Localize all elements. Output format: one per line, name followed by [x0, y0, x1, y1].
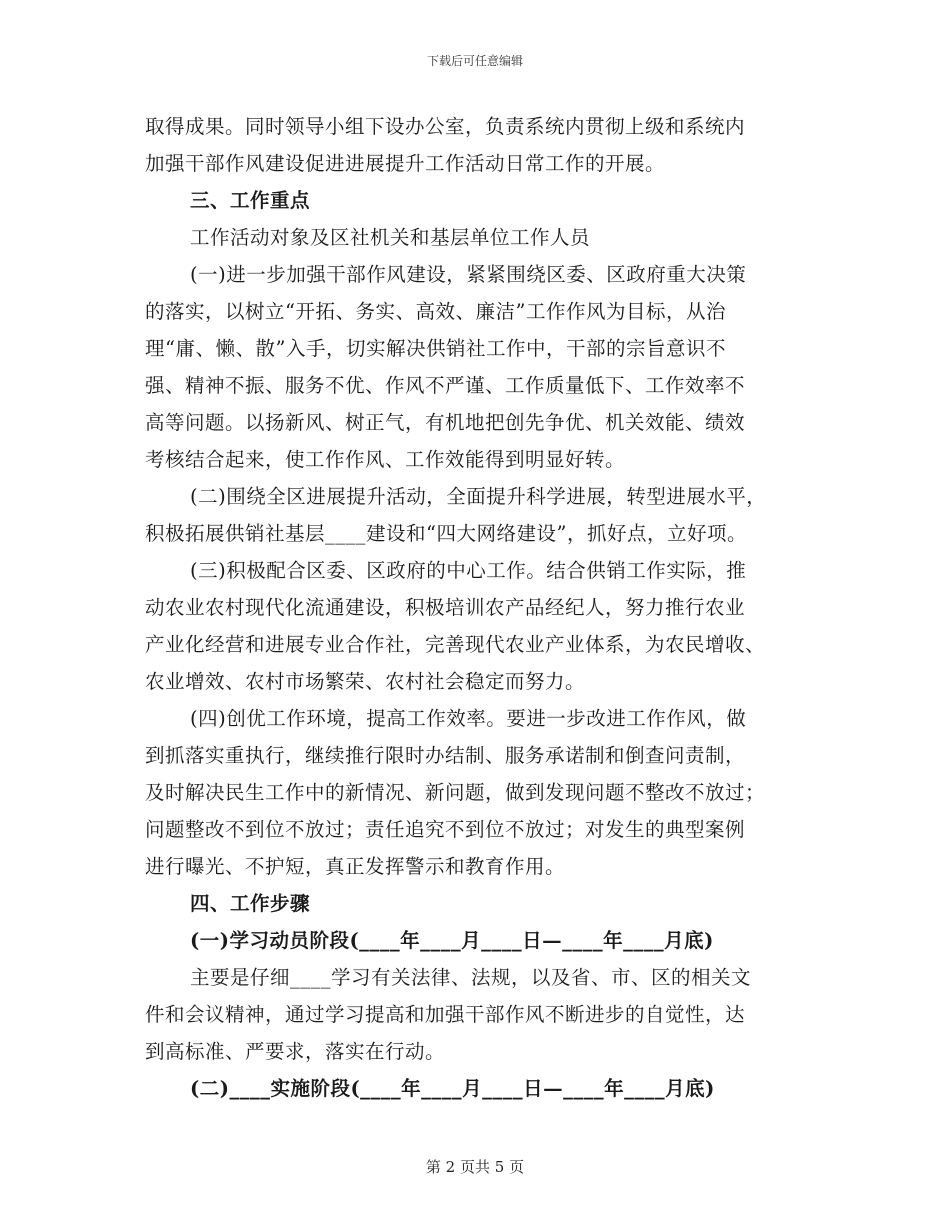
paragraph-line: 动农业农村现代化流通建设，积极培训农产品经纪人，努力推行农业 — [145, 596, 746, 619]
paragraph-line: 积极拓展供销社基层____建设和“四大网络建设”，抓好点，立好项。 — [145, 522, 747, 545]
section-heading: 三、工作重点 — [190, 189, 311, 212]
paragraph-line: 产业化经营和进展专业合作社，完善现代农业产业体系，为农民增收、 — [145, 633, 766, 656]
paragraph-line: 到高标准、严要求，落实在行动。 — [145, 1040, 446, 1063]
paragraph-line: 加强干部作风建设促进进展提升工作活动日常工作的开展。 — [145, 152, 666, 175]
paragraph-line: 问题整改不到位不放过；责任追究不到位不放过；对发生的典型案例 — [145, 818, 746, 841]
paragraph-line: 及时解决民生工作中的新情况、新问题，做到发现问题不整改不放过； — [145, 781, 766, 804]
paragraph-line: (二)围绕全区进展提升活动，全面提升科学进展，转型进展水平， — [190, 485, 767, 508]
paragraph-line: 理“庸、懒、散”入手，切实解决供销社工作中，干部的宗旨意识不 — [145, 337, 726, 360]
paragraph-line: 高等问题。以扬新风、树正气，有机地把创先争优、机关效能、绩效 — [145, 411, 746, 434]
paragraph-line: 件和会议精神，通过学习提高和加强干部作风不断进步的自觉性，达 — [145, 1003, 746, 1026]
paragraph-line: (三)积极配合区委、区政府的中心工作。结合供销工作实际，推 — [190, 559, 747, 582]
paragraph-line: 到抓落实重执行，继续推行限时办结制、服务承诺制和倒查问责制， — [145, 744, 746, 767]
paragraph-line: 取得成果。同时领导小组下设办公室，负责系统内贯彻上级和系统内 — [145, 115, 746, 138]
paragraph-line: (一)进一步加强干部作风建设，紧紧围绕区委、区政府重大决策 — [190, 263, 747, 286]
page-footer: 第 2 页共 5 页 — [425, 1158, 525, 1176]
section-heading: 四、工作步骤 — [190, 892, 311, 915]
paragraph-line: 强、精神不振、服务不优、作风不严谨、工作质量低下、工作效率不 — [145, 374, 746, 397]
subsection-heading: (二)____实施阶段(____年____月____日—____年____月底) — [190, 1077, 715, 1100]
page-header: 下载后可任意编辑 — [426, 54, 523, 68]
document-body — [145, 108, 817, 1107]
paragraph-line: 进行曝光、不护短，真正发挥警示和教育作用。 — [145, 855, 566, 878]
paragraph-line: 农业增效、农村市场繁荣、农村社会稳定而努力。 — [145, 670, 586, 693]
paragraph-line: 工作活动对象及区社机关和基层单位工作人员 — [190, 226, 591, 249]
subsection-heading: (一)学习动员阶段(____年____月____日—____年____月底) — [190, 929, 714, 952]
paragraph-line: 考核结合起来，使工作作风、工作效能得到明显好转。 — [145, 448, 626, 471]
paragraph-line: 的落实，以树立“开拓、务实、高效、廉洁”工作作风为目标，从治 — [145, 300, 726, 323]
paragraph-line: 主要是仔细____学习有关法律、法规，以及省、市、区的相关文 — [190, 966, 752, 989]
paragraph-line: (四)创优工作环境，提高工作效率。要进一步改进工作作风，做 — [190, 707, 747, 730]
